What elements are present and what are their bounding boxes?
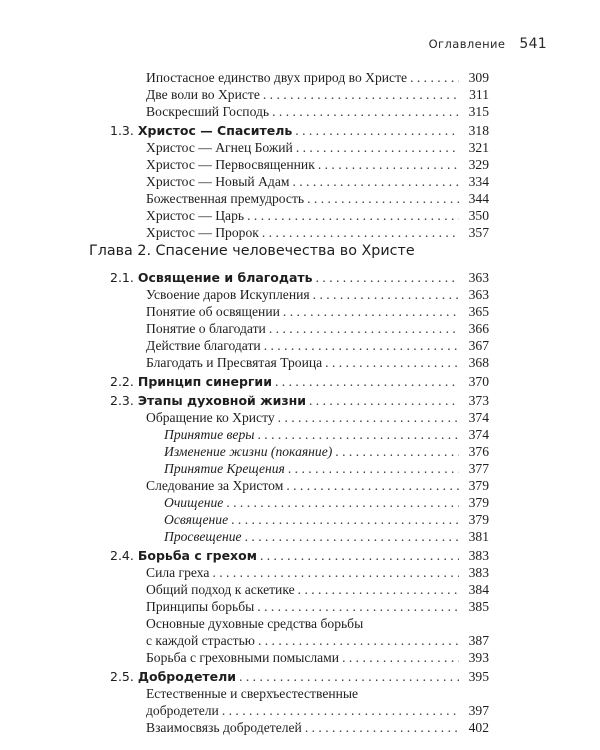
toc-section: 2.2. Принцип синергии . . . 370 [110,374,489,390]
toc-subentry: Принятие веры . . . 374 [164,427,489,443]
toc-entry: Действие благодати . . . 367 [146,338,489,354]
toc-entry: Борьба с греховными помыслами . . . 393 [146,650,489,666]
toc-entry: Понятие об освящении . . . 365 [146,304,489,320]
toc-entry: Усвоение даров Искупления . . . 363 [146,287,489,303]
toc-subentry: Очищение . . . 379 [164,495,489,511]
running-header-title: Оглавление [428,37,506,51]
toc-section: 1.3. Христос — Спаситель . . . 318 [110,123,489,139]
toc-entry: Воскресший Господь . . . 315 [146,104,489,120]
toc-entry: Божественная премудрость . . . 344 [146,191,489,207]
toc-entry: Сила греха . . . 383 [146,565,489,581]
chapter-heading: Глава 2. Спасение человечества во Христе [89,243,415,259]
toc-entry-line1: Основные духовные средства борьбы [146,616,364,631]
toc-entry-line1: Естественные и сверхъестественные [146,686,359,701]
toc-entry: Две воли во Христе . . . 311 [146,87,489,103]
toc-entry: Принципы борьбы . . . 385 [146,599,489,615]
toc-subentry: Принятие Крещения . . . 377 [164,461,489,477]
toc-section: 2.4. Борьба с грехом . . . 383 [110,548,489,564]
toc-entry: Обращение ко Христу . . . 374 [146,410,489,426]
toc-subentry: Освящение . . . 379 [164,512,489,528]
toc-entry: Понятие о благодати . . . 366 [146,321,489,337]
toc-section: 2.3. Этапы духовной жизни . . . 373 [110,393,489,409]
page-number: 541 [519,36,547,52]
toc-entry: Общий подход к аскетике . . . 384 [146,582,489,598]
toc-entry: Христос — Новый Адам . . . 334 [146,174,489,190]
toc-section: 2.5. Добродетели . . . 395 [110,669,489,685]
toc-entry: Следование за Христом . . . 379 [146,478,489,494]
toc-entry: Благодать и Пресвятая Троица . . . 368 [146,355,489,371]
toc-entry: Взаимосвязь добродетелей . . . 402 [146,720,489,736]
toc-entry: Ипостасное единство двух природ во Христе . . . 309 [146,70,489,86]
toc-entry: Христос — Пророк . . . 357 [146,225,489,241]
toc-entry: Христос — Агнец Божий . . . 321 [146,140,489,156]
toc-entry: с каждой страстью . . . 387 [146,633,489,649]
toc-entry: добродетели . . . 397 [146,703,489,719]
toc-entry: Христос — Царь . . . 350 [146,208,489,224]
toc-section: 2.1. Освящение и благодать . . . 363 [110,270,489,286]
toc-subentry: Просвещение . . . 381 [164,529,489,545]
toc-subentry: Изменение жизни (покаяние) . . . 376 [164,444,489,460]
toc-entry: Христос — Первосвященник . . . 329 [146,157,489,173]
